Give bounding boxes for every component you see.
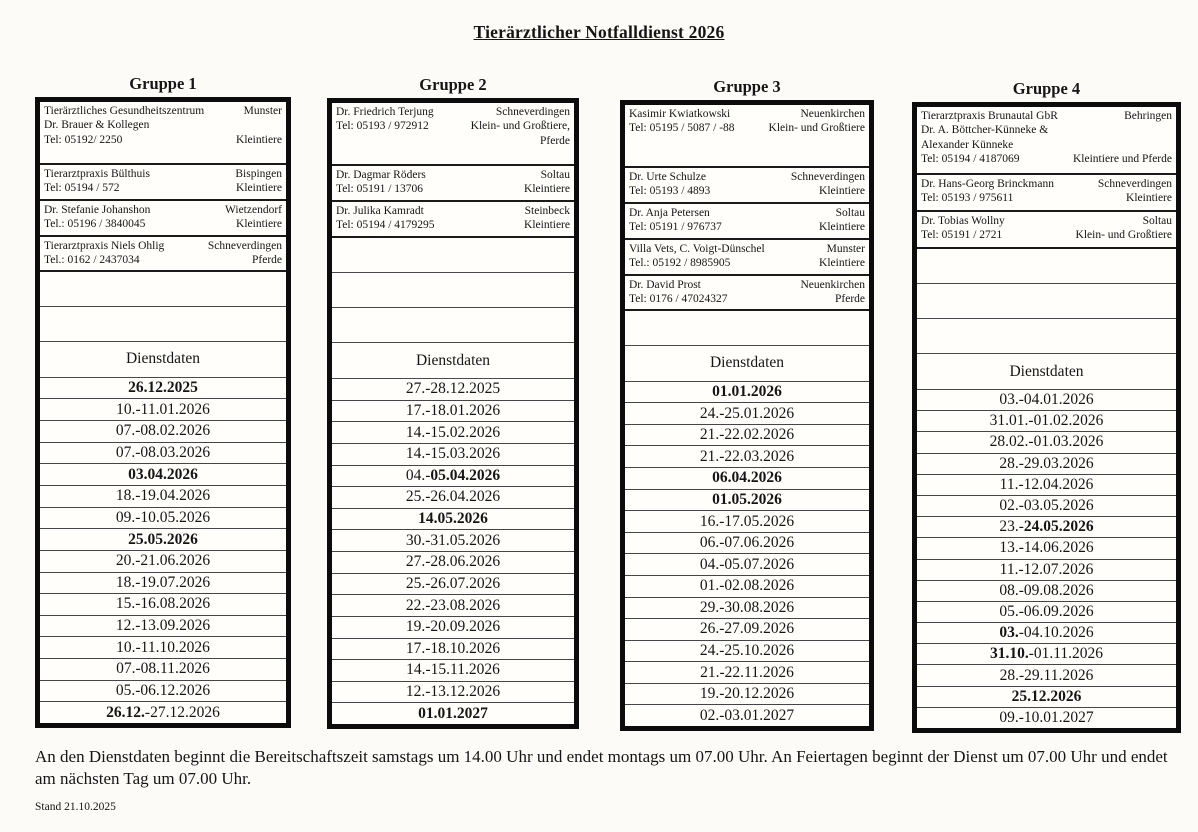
contact-name-tel: Dr. A. Böttcher-Künneke & <box>921 124 1049 137</box>
date-segment: 04.-05.07.2026 <box>699 555 795 573</box>
date-segment: 26.12. <box>106 703 145 721</box>
date-row <box>625 554 869 576</box>
contact-name-tel: Tel: 05194 / 4187069 <box>921 153 1020 166</box>
date-row <box>40 486 286 508</box>
empty-row <box>332 273 574 308</box>
contact-place-type: Schneverdingen <box>495 106 570 118</box>
date-row <box>332 703 574 724</box>
date-segment: 02.-03.01.2027 <box>699 706 795 724</box>
date-segment: 07.-08.11.2026 <box>116 660 210 678</box>
date-row <box>332 487 574 509</box>
date-segment: 16.-17.05.2026 <box>699 512 795 530</box>
date-row <box>332 466 574 488</box>
contact-line <box>629 220 865 234</box>
date-row <box>625 511 869 533</box>
contact-place-type: Munster <box>826 243 865 255</box>
date-segment: -27.12.2026 <box>144 703 220 721</box>
contact-line <box>629 170 865 184</box>
group-table <box>620 100 874 731</box>
date-segment: 18.-19.04.2026 <box>115 487 211 505</box>
contact-place-type: Soltau <box>1142 215 1172 227</box>
date-row <box>625 533 869 555</box>
contact-name-tel: Tierärztliches Gesundheitszentrum <box>44 105 205 117</box>
date-row <box>40 573 286 595</box>
empty-row <box>917 319 1176 354</box>
contact-name-tel: Dr. Tobias Wollny <box>921 215 1005 227</box>
contact-name-tel: Dr. Dagmar Röders <box>336 169 426 181</box>
contact-line <box>336 168 570 182</box>
dienstdaten-header: Dienstdaten <box>40 342 286 378</box>
contact-card <box>625 276 869 311</box>
date-segment: 31.10. <box>989 645 1029 663</box>
contact-line <box>336 105 570 119</box>
date-row <box>332 552 574 574</box>
contact-card <box>40 201 286 237</box>
date-row <box>917 411 1176 432</box>
date-segment: 03.04.2026 <box>128 465 198 483</box>
date-row <box>625 598 869 620</box>
date-row <box>332 617 574 639</box>
date-row <box>917 390 1176 411</box>
dienstdaten-header: Dienstdaten <box>332 343 574 379</box>
date-segment: 21.-22.02.2026 <box>699 426 795 444</box>
group-table <box>327 98 579 729</box>
contact-line <box>921 123 1172 137</box>
date-segment: 27.-28.06.2026 <box>405 553 501 571</box>
contact-card <box>625 240 869 276</box>
contact-place-type: Schneverdingen <box>207 240 282 252</box>
contact-place-type: Steinbeck <box>524 205 570 217</box>
contact-place-type: Klein- und Großtiere, <box>470 120 570 133</box>
contact-place-type: Klein- und Großtiere <box>1075 229 1172 242</box>
date-segment: 14.05.2026 <box>418 510 488 528</box>
revision-date: Stand 21.10.2025 <box>35 801 116 813</box>
date-row <box>332 574 574 596</box>
date-segment: 23.- <box>999 518 1024 536</box>
contact-place-type: Munster <box>243 105 282 117</box>
contact-card <box>40 237 286 272</box>
date-segment: 14.-15.02.2026 <box>405 423 501 441</box>
date-segment: 05.-06.09.2026 <box>999 602 1094 620</box>
date-row <box>625 641 869 663</box>
contact-place-type: Soltau <box>540 169 570 181</box>
date-segment: 15.-16.08.2026 <box>115 595 211 613</box>
date-row <box>332 530 574 552</box>
contact-place-type: Wietzendorf <box>224 204 282 216</box>
contact-line <box>921 214 1172 228</box>
contact-card <box>625 204 869 240</box>
contact-card <box>917 212 1176 249</box>
contact-place-type: Kleintiere <box>236 133 282 146</box>
date-segment: 26.-27.09.2026 <box>699 620 795 638</box>
date-segment: 12.-13.09.2026 <box>115 617 211 635</box>
contact-name-tel: Tel: 05195 / 5087 / -88 <box>629 122 735 135</box>
contact-name-tel: Tel: 05191 / 2721 <box>921 229 1003 242</box>
contact-line <box>336 119 570 133</box>
date-row <box>332 379 574 401</box>
contact-line <box>921 152 1172 166</box>
contact-line <box>921 177 1172 191</box>
date-segment: -01.11.2026 <box>1028 645 1104 663</box>
date-row <box>40 659 286 681</box>
contact-name-tel: Dr. Urte Schulze <box>629 171 706 183</box>
date-row <box>625 490 869 512</box>
contact-place-type: Neuenkirchen <box>800 279 865 291</box>
contact-name-tel: Dr. Hans-Georg Brinckmann <box>921 178 1054 190</box>
contact-name-tel: Tel: 05193 / 972912 <box>336 120 429 133</box>
date-segment: 09.-10.05.2026 <box>115 508 211 526</box>
date-segment: 01.05.2026 <box>712 490 782 508</box>
contact-line <box>336 204 570 218</box>
page-title: Tierärztlicher Notfalldienst 2026 <box>473 22 725 42</box>
empty-row <box>625 311 869 346</box>
contact-name-tel: Tel: 05194 / 4179295 <box>336 219 435 232</box>
contact-line <box>44 253 282 267</box>
date-segment: 30.-31.05.2026 <box>405 531 501 549</box>
contact-name-tel: Tel.: 05196 / 3840045 <box>44 218 146 231</box>
date-row <box>332 422 574 444</box>
contact-place-type: Pferde <box>251 254 282 267</box>
contact-line <box>44 203 282 217</box>
date-row <box>625 403 869 425</box>
date-segment: 24.-25.10.2026 <box>699 641 795 659</box>
empty-row <box>332 238 574 273</box>
contact-card <box>332 166 574 202</box>
date-segment: 19.-20.12.2026 <box>699 685 795 703</box>
date-segment: 25.12.2026 <box>1011 687 1082 705</box>
date-row <box>917 623 1176 644</box>
group-column-3 <box>620 77 874 731</box>
contact-card <box>40 102 286 165</box>
contact-place-type: Kleintiere <box>524 219 570 232</box>
date-row <box>40 508 286 530</box>
date-row <box>917 454 1176 475</box>
contact-line <box>336 134 570 148</box>
date-row <box>40 421 286 443</box>
date-segment: 18.-19.07.2026 <box>115 573 211 591</box>
empty-row <box>917 249 1176 284</box>
date-row <box>332 509 574 531</box>
contact-name-tel: Tierarztpraxis Bülthuis <box>44 168 150 180</box>
contact-name-tel: Tierarztpraxis Niels Ohlig <box>44 240 165 252</box>
contact-place-type: Kleintiere <box>819 257 865 270</box>
date-row <box>625 446 869 468</box>
date-row <box>917 496 1176 517</box>
contact-line <box>629 278 865 292</box>
date-segment: 14.-15.11.2026 <box>406 661 500 679</box>
dienstdaten-header: Dienstdaten <box>625 346 869 382</box>
empty-row <box>40 272 286 307</box>
contact-place-type: Kleintiere und Pferde <box>1073 153 1172 166</box>
empty-row <box>40 307 286 342</box>
contact-place-type: Soltau <box>835 207 865 219</box>
date-segment: 19.-20.09.2026 <box>405 618 501 636</box>
date-row <box>917 517 1176 538</box>
date-row <box>625 705 869 726</box>
date-segment: 14.-15.03.2026 <box>405 445 501 463</box>
contact-name-tel: Tel: 05192/ 2250 <box>44 133 123 146</box>
date-row <box>625 425 869 447</box>
date-row <box>40 551 286 573</box>
date-row <box>917 665 1176 686</box>
date-row <box>332 444 574 466</box>
date-segment: 08.-09.08.2026 <box>999 581 1094 599</box>
date-row <box>40 681 286 703</box>
contact-card <box>332 202 574 238</box>
date-segment: 17.-18.10.2026 <box>405 639 501 657</box>
group-table <box>912 102 1181 733</box>
date-segment: 25.-26.07.2026 <box>405 574 501 592</box>
contact-place-type: Pferde <box>834 293 865 306</box>
group-column-2 <box>327 75 579 729</box>
empty-row <box>332 308 574 343</box>
contact-line <box>336 182 570 196</box>
contact-name-tel: Dr. Brauer & Kollegen <box>44 119 150 132</box>
date-segment: 21.-22.03.2026 <box>699 447 795 465</box>
contact-place-type: Schneverdingen <box>790 171 865 183</box>
contact-card <box>917 175 1176 212</box>
date-segment: 06.04.2026 <box>712 469 782 487</box>
contact-line <box>44 167 282 181</box>
date-row <box>625 662 869 684</box>
date-row <box>917 602 1176 623</box>
date-row <box>332 639 574 661</box>
contact-line <box>921 228 1172 242</box>
contact-line <box>921 109 1172 123</box>
contact-line <box>921 138 1172 152</box>
contact-place-type: Kleintiere <box>236 218 282 231</box>
contact-name-tel: Alexander Künneke <box>921 138 1014 151</box>
date-row <box>917 687 1176 708</box>
contact-place-type: Behringen <box>1124 110 1172 122</box>
date-row <box>40 529 286 551</box>
contact-name-tel: Dr. Friedrich Terjung <box>336 106 434 118</box>
contact-name-tel: Tel: 05191 / 976737 <box>629 221 722 234</box>
date-segment: 27.-28.12.2025 <box>405 380 501 398</box>
contact-name-tel: Tel: 05191 / 13706 <box>336 183 424 196</box>
date-segment: 25.-26.04.2026 <box>405 488 501 506</box>
contact-place-type: Kleintiere <box>236 182 282 195</box>
date-segment: 06.-07.06.2026 <box>699 534 795 552</box>
date-row <box>625 619 869 641</box>
date-row <box>917 475 1176 496</box>
contact-card <box>917 107 1176 175</box>
contact-place-type: Schneverdingen <box>1097 178 1172 190</box>
date-row <box>917 708 1176 728</box>
date-segment: 24.05.2026 <box>1023 518 1094 536</box>
date-row <box>625 576 869 598</box>
contact-card <box>40 165 286 201</box>
date-segment: 10.-11.01.2026 <box>116 400 210 418</box>
contact-line <box>629 206 865 220</box>
date-row <box>625 468 869 490</box>
contact-name-tel: Tel: 0176 / 47024327 <box>629 293 728 306</box>
date-row <box>625 684 869 706</box>
contact-place-type: Klein- und Großtiere <box>768 122 865 135</box>
date-segment: 28.02.-01.03.2026 <box>989 433 1104 451</box>
date-row <box>917 644 1176 665</box>
contact-place-type: Kleintiere <box>819 221 865 234</box>
date-segment: 28.-29.03.2026 <box>999 454 1094 472</box>
date-segment: 31.01.-01.02.2026 <box>989 412 1104 430</box>
contact-name-tel: Tel.: 05192 / 8985905 <box>629 257 731 270</box>
contact-name-tel: Tierarztpraxis Brunautal GbR <box>921 110 1058 122</box>
contact-card <box>332 103 574 166</box>
date-row <box>332 660 574 682</box>
contact-line <box>44 181 282 195</box>
date-row <box>40 616 286 638</box>
contact-place-type: Kleintiere <box>524 183 570 196</box>
date-row <box>40 464 286 486</box>
date-segment: 03. <box>999 624 1019 642</box>
date-row <box>40 399 286 421</box>
date-segment: 22.-23.08.2026 <box>405 596 501 614</box>
dienstdaten-header: Dienstdaten <box>917 354 1176 390</box>
date-segment: 05.04.2026 <box>430 466 501 484</box>
group-header: Gruppe 3 <box>713 77 781 96</box>
date-row <box>40 378 286 400</box>
contact-line <box>629 256 865 270</box>
group-header: Gruppe 1 <box>129 74 197 93</box>
contact-name-tel: Dr. Anja Petersen <box>629 207 710 219</box>
contact-line <box>629 121 865 135</box>
contact-place-type: Bispingen <box>235 168 282 180</box>
empty-row <box>917 284 1176 319</box>
contact-place-type: Neuenkirchen <box>800 108 865 120</box>
date-segment: 02.-03.05.2026 <box>999 497 1094 515</box>
contact-name-tel: Dr. David Prost <box>629 279 701 291</box>
date-segment: 11.-12.07.2026 <box>999 560 1094 578</box>
date-segment: 03.-04.01.2026 <box>999 391 1094 409</box>
group-header: Gruppe 2 <box>419 75 487 94</box>
contact-name-tel: Tel: 05193 / 975611 <box>921 192 1014 205</box>
contact-line <box>629 292 865 306</box>
contact-place-type: Pferde <box>539 134 570 147</box>
group-header: Gruppe 4 <box>1012 79 1081 98</box>
contact-place-type: Kleintiere <box>819 185 865 198</box>
date-segment: 09.-10.01.2027 <box>999 708 1094 726</box>
contact-line <box>629 107 865 121</box>
contact-card <box>625 168 869 204</box>
date-segment: 26.12.2025 <box>128 379 198 397</box>
contact-name-tel: Dr. Julika Kamradt <box>336 205 424 217</box>
date-row <box>332 401 574 423</box>
date-segment: 07.-08.02.2026 <box>115 422 211 440</box>
date-segment: 01.-02.08.2026 <box>699 577 795 595</box>
date-row <box>625 382 869 404</box>
date-row <box>917 560 1176 581</box>
date-segment: 12.-13.12.2026 <box>405 683 501 701</box>
date-segment: 13.-14.06.2026 <box>999 539 1094 557</box>
contact-line <box>336 218 570 232</box>
date-row <box>917 538 1176 559</box>
contact-name-tel: Villa Vets, C. Voigt-Dünschel <box>629 243 765 255</box>
contact-name-tel: Dr. Stefanie Johanshon <box>44 204 151 216</box>
date-segment: 07.-08.03.2026 <box>115 443 211 461</box>
date-row <box>40 594 286 616</box>
contact-place-type: Kleintiere <box>1126 192 1172 205</box>
date-row <box>40 702 286 723</box>
group-table <box>35 97 291 728</box>
contact-line <box>44 217 282 231</box>
date-segment: 05.-06.12.2026 <box>115 682 211 700</box>
date-segment: 24.-25.01.2026 <box>699 404 795 422</box>
date-segment: 04.- <box>405 466 431 484</box>
service-hours-note: An den Dienstdaten beginnt die Bereitschaftszeit samstags um 14.00 Uhr und endet montags um 07.00 Uhr. An Feiertagen beginnt der Dienst um 07.00 Uhr und endet am nächsten Tag um 07.00 Uhr. <box>35 747 1168 788</box>
date-segment: 21.-22.11.2026 <box>700 663 794 681</box>
date-row <box>332 682 574 704</box>
contact-name-tel: Tel.: 0162 / 2437034 <box>44 254 140 267</box>
group-column-4 <box>912 79 1181 733</box>
date-row <box>917 581 1176 602</box>
date-segment: 17.-18.01.2026 <box>405 401 501 419</box>
contact-line <box>44 133 282 147</box>
date-segment: 01.01.2027 <box>418 704 488 722</box>
contact-line <box>44 104 282 118</box>
date-row <box>332 595 574 617</box>
contact-name-tel: Tel: 05193 / 4893 <box>629 185 711 198</box>
contact-name-tel: Tel: 05194 / 572 <box>44 182 120 195</box>
contact-line <box>44 239 282 253</box>
contact-name-tel: Kasimir Kwiatkowski <box>629 108 731 120</box>
date-segment: 11.-12.04.2026 <box>999 475 1094 493</box>
date-row <box>40 443 286 465</box>
date-segment: 20.-21.06.2026 <box>115 552 211 570</box>
contact-card <box>625 105 869 168</box>
contact-line <box>921 191 1172 205</box>
date-segment: 28.-29.11.2026 <box>999 666 1094 684</box>
contact-line <box>629 184 865 198</box>
date-row <box>917 432 1176 453</box>
date-segment: 29.-30.08.2026 <box>699 598 795 616</box>
date-segment: -04.10.2026 <box>1018 624 1094 642</box>
group-column-1 <box>35 74 291 728</box>
contact-line <box>629 242 865 256</box>
date-row <box>40 637 286 659</box>
contact-line <box>44 118 282 132</box>
date-segment: 25.05.2026 <box>128 530 198 548</box>
date-segment: 01.01.2026 <box>712 383 782 401</box>
date-segment: 10.-11.10.2026 <box>116 638 210 656</box>
